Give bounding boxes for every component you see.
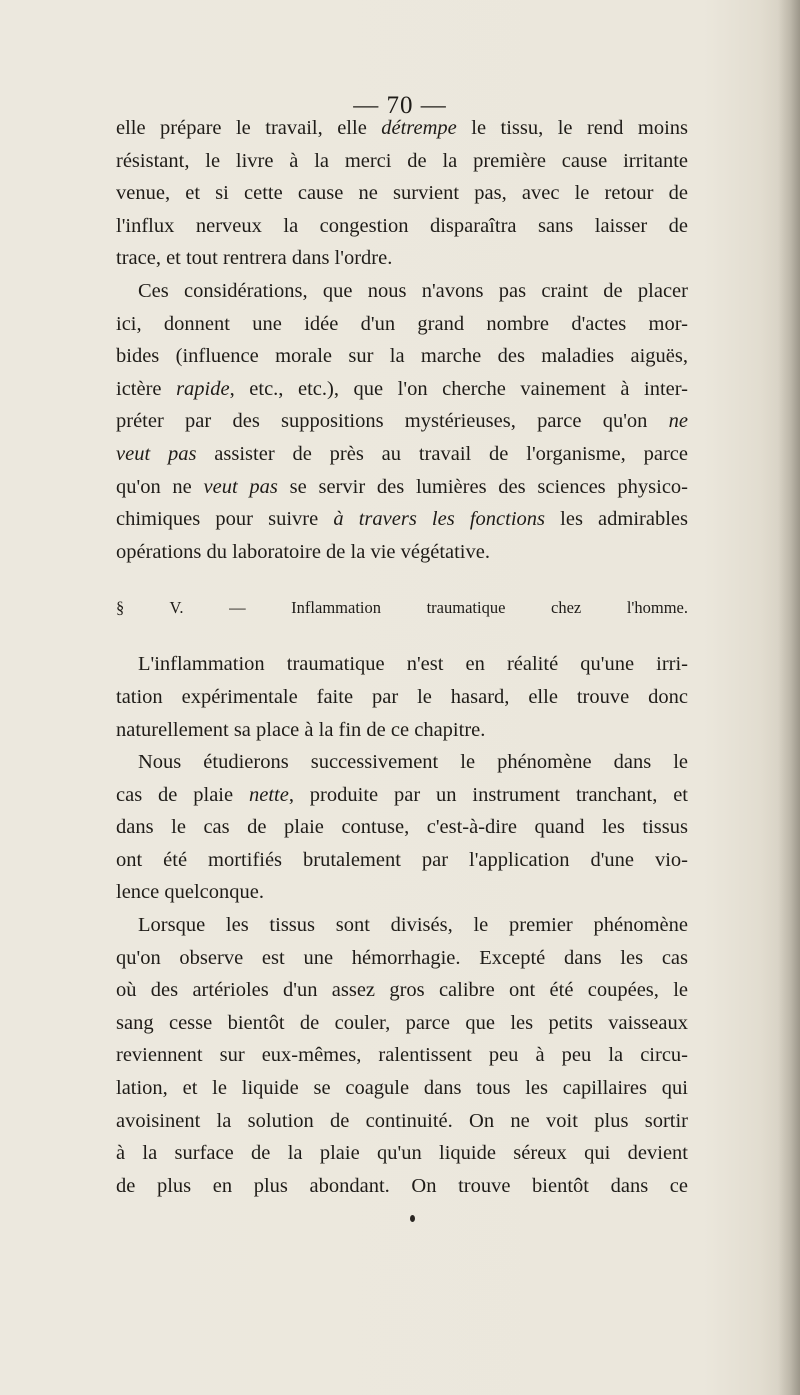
text-line: lation, et le liquide se coagule dans tous les capillaires qui bbox=[116, 1077, 688, 1100]
text-line: naturellement sa place à la fin de ce chapitre. bbox=[116, 718, 486, 741]
text-line: avoisinent la solution de continuité. On ne voit plus sortir bbox=[116, 1109, 688, 1132]
text-line: l'influx nerveux la congestion disparaîtra sans laisser de bbox=[116, 214, 688, 237]
text-line: Nous étudierons successivement le phénomène dans le bbox=[138, 751, 688, 774]
text-line: cas de plaie nette, produite par un instrument tranchant, et bbox=[116, 783, 688, 806]
text-line: résistant, le livre à la merci de la première cause irritante bbox=[116, 149, 688, 172]
text-line: où des artérioles d'un assez gros calibre ont été coupées, le bbox=[116, 979, 688, 1002]
text-line: opérations du laboratoire de la vie végétative. bbox=[116, 540, 490, 563]
text-line: qu'on observe est une hémorrhagie. Excepté dans les cas bbox=[116, 946, 688, 969]
text-line: qu'on ne veut pas se servir des lumières des sciences physico- bbox=[116, 475, 689, 498]
text-line: préter par des suppositions mystérieuses, parce qu'on ne bbox=[116, 410, 688, 433]
text-line: Lorsque les tissus sont divisés, le premier phénomène bbox=[138, 914, 688, 937]
text-line: tation expérimentale faite par le hasard, elle trouve donc bbox=[116, 685, 688, 708]
text-line: L'inflammation traumatique n'est en réalité qu'une irri- bbox=[138, 653, 688, 676]
text-line: de plus en plus abondant. On trouve bientôt dans ce bbox=[116, 1174, 688, 1197]
text-line: ici, donnent une idée d'un grand nombre d'actes mor- bbox=[116, 312, 688, 335]
page-number: — 70 — bbox=[353, 92, 447, 119]
text-line: sang cesse bientôt de couler, parce que les petits vaisseaux bbox=[116, 1011, 688, 1034]
text-line: veut pas assister de près au travail de l'organisme, parce bbox=[116, 442, 688, 465]
text-line: lence quelconque. bbox=[116, 881, 264, 904]
section-heading: § V. — Inflammation traumatique chez l'homme. bbox=[116, 598, 688, 618]
text-line: à la surface de la plaie qu'un liquide séreux qui devient bbox=[116, 1142, 688, 1165]
text-line: trace, et tout rentrera dans l'ordre. bbox=[116, 247, 393, 270]
text-line: elle prépare le travail, elle détrempe le tissu, le rend moins bbox=[116, 117, 688, 139]
text-line: ictère rapide, etc., etc.), que l'on cherche vainement à inter- bbox=[116, 377, 688, 400]
ink-speck bbox=[410, 1215, 415, 1222]
text-line: venue, et si cette cause ne survient pas, avec le retour de bbox=[116, 182, 688, 205]
body-text bbox=[116, 112, 688, 1202]
text-line: Ces considérations, que nous n'avons pas craint de placer bbox=[138, 279, 688, 302]
page-edge-shadow bbox=[778, 0, 800, 1395]
text-line: dans le cas de plaie contuse, c'est-à-dire quand les tissus bbox=[116, 816, 688, 839]
text-line: reviennent sur eux-mêmes, ralentissent peu à peu la circu- bbox=[116, 1044, 688, 1067]
text-line: ont été mortifiés brutalement par l'application d'une vio- bbox=[116, 848, 688, 871]
text-line: bides (influence morale sur la marche des maladies aiguës, bbox=[116, 345, 688, 368]
text-line: chimiques pour suivre à travers les fonctions les admirables bbox=[116, 508, 688, 531]
